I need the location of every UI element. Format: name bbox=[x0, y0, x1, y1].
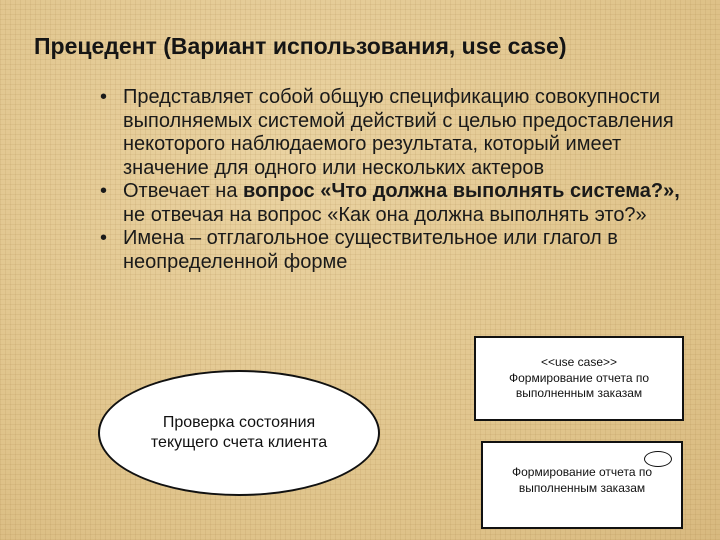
bullet-text-start: Отвечает на bbox=[123, 180, 244, 202]
slide-title: Прецедент (Вариант использования, use case) bbox=[34, 33, 567, 59]
stereotype-box-line1: Формирование отчета по bbox=[509, 370, 649, 385]
icon-box-line2: выполненным заказам bbox=[518, 480, 646, 495]
stereotype-box-line2: выполненным заказам bbox=[515, 386, 643, 401]
bullet-text: Представляет собой общую спецификацию совокупности выполняемых системой действий с целью предоставления некоторого наблюдаемого результата, который имеет значение для одного или нескольких актеров bbox=[123, 86, 674, 179]
bullet-item bbox=[100, 180, 700, 227]
bullet-text: Имена – отглагольное существительное или глагол в неопределенной форме bbox=[123, 227, 618, 273]
use-case-icon-box bbox=[481, 441, 683, 529]
use-case-ellipse bbox=[98, 370, 380, 496]
bullet-item bbox=[100, 227, 700, 274]
ellipse-label-line2: текущего счета клиента bbox=[150, 434, 328, 451]
icon-box-line1: Формирование отчета по bbox=[512, 465, 652, 479]
icon-box-text bbox=[483, 465, 681, 496]
bullet-text-end: не отвечая на вопрос «Как она должна выполнять это?» bbox=[123, 203, 647, 226]
ellipse-label-line1: Проверка состояния bbox=[162, 414, 316, 431]
bullet-item bbox=[100, 86, 700, 180]
bullet-list bbox=[100, 86, 700, 274]
stereotype-label: <<use case>> bbox=[540, 355, 618, 370]
use-case-stereotype-box bbox=[474, 336, 684, 421]
bullet-text-bold: вопрос «Что должна выполнять система?», bbox=[243, 180, 680, 202]
